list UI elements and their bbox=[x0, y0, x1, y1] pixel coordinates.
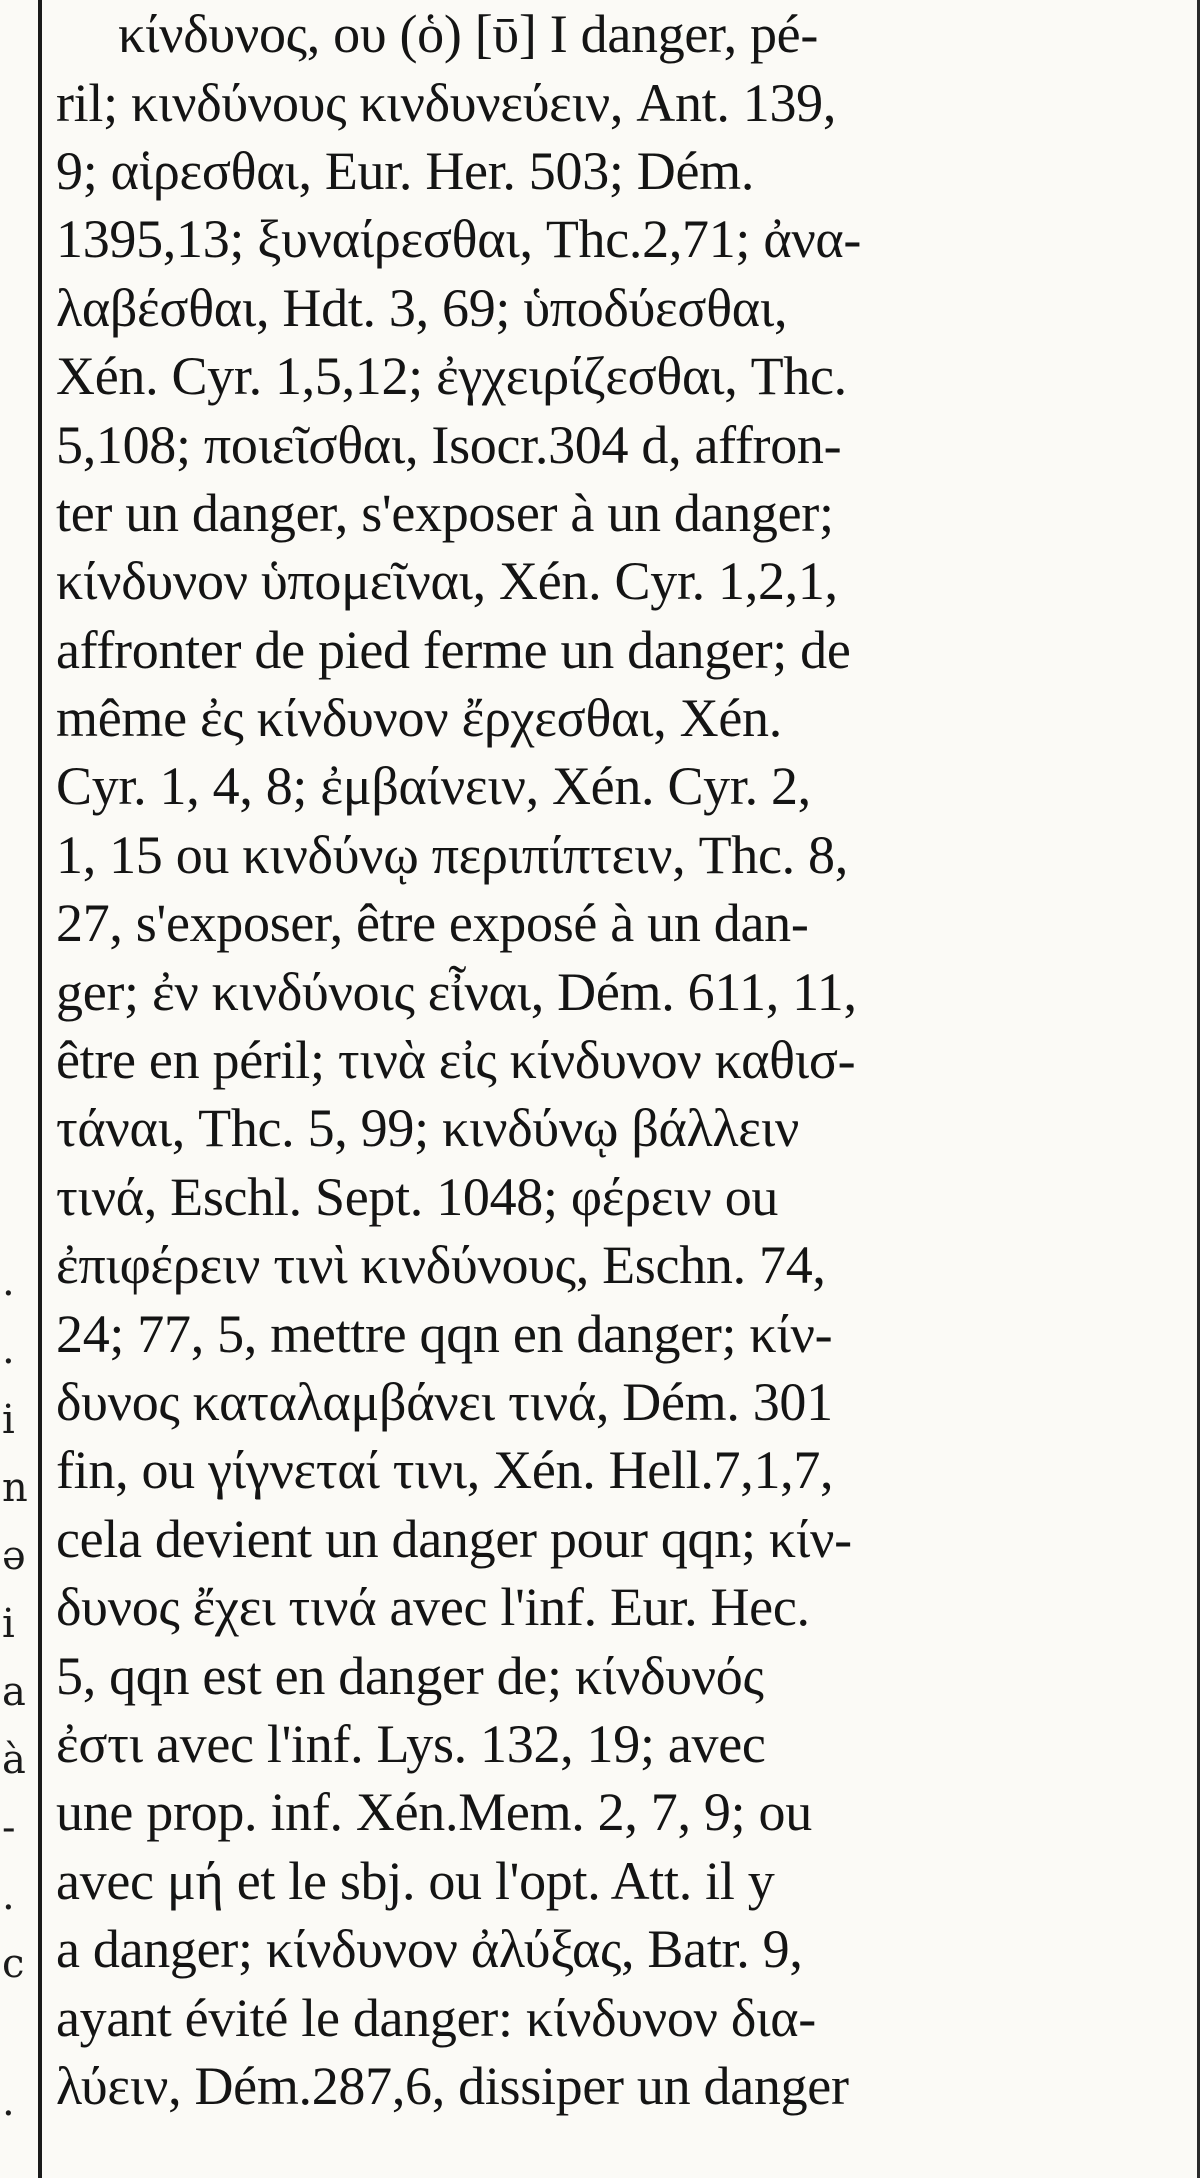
entry-line bbox=[56, 342, 1184, 410]
entry-line bbox=[56, 1163, 1184, 1231]
entry-line bbox=[56, 752, 1184, 820]
left-column-char: . bbox=[2, 1327, 15, 1373]
entry-line-text: cela devient un danger pour qqn; κίν- bbox=[56, 1508, 852, 1569]
entry-line-text: 1, 15 ou κινδύνῳ περιπίπτειν, Thc. 8, bbox=[56, 824, 848, 885]
entry-line bbox=[56, 1436, 1184, 1504]
entry-line-text: avec μή et le sbj. ou l'opt. Att. il y bbox=[56, 1850, 775, 1911]
entry-line bbox=[56, 1573, 1184, 1641]
entry-line-text: Xén. Cyr. 1,5,12; ἐγχειρίζεσθαι, Thc. bbox=[56, 346, 847, 407]
entry-line bbox=[56, 479, 1184, 547]
entry-line bbox=[56, 68, 1184, 136]
entry-line bbox=[56, 684, 1184, 752]
entry-line bbox=[56, 1231, 1184, 1299]
left-column-char: n bbox=[2, 1465, 28, 1511]
entry-line-text: δυνος καταλαμβάνει τινά, Dém. 301 bbox=[56, 1372, 833, 1432]
entry-line-text: ril; κινδύνους κινδυνεύειν, Ant. 139, bbox=[56, 72, 837, 133]
left-column-char: i bbox=[2, 1601, 15, 1647]
entry-line-text: ter un danger, s'exposer à un danger; bbox=[56, 482, 834, 543]
entry-line bbox=[56, 957, 1184, 1025]
entry-line-text: 5, qqn est en danger de; κίνδυνός bbox=[56, 1645, 764, 1706]
entry-line bbox=[56, 1983, 1184, 2051]
entry-line-text: 9; αἱρεσθαι, Eur. Her. 503; Dém. bbox=[56, 140, 755, 201]
entry-line-text: a danger; κίνδυνον ἀλύξας, Batr. 9, bbox=[56, 1919, 803, 1980]
entry-line-text: λαβέσθαι, Hdt. 3, 69; ὑποδύεσθαι, bbox=[56, 277, 788, 338]
entry-line-text: ἐπιφέρειν τινὶ κινδύνους, Eschn. 74, bbox=[56, 1235, 826, 1296]
entry-line-text: 24; 77, 5, mettre qqn en danger; κίν- bbox=[56, 1303, 833, 1364]
entry-line bbox=[56, 1847, 1184, 1915]
entry-line bbox=[56, 410, 1184, 478]
entry-line-text: fin, ou γίγνεταί τινι, Xén. Hell.7,1,7, bbox=[56, 1440, 834, 1501]
entry-line bbox=[56, 0, 1184, 68]
entry-line-text: 5,108; ποιεῖσθαι, Isocr.304 d, affron- bbox=[56, 414, 842, 475]
entry-headword-line: κίνδυνος, ου (ὁ) [ῡ] I danger, pé- bbox=[118, 4, 819, 65]
entry-line bbox=[56, 1778, 1184, 1846]
entry-line bbox=[56, 616, 1184, 684]
left-column-char: . bbox=[2, 1873, 15, 1919]
entry-line bbox=[56, 1641, 1184, 1709]
entry-line-text: même ἐς κίνδυνον ἔρχεσθαι, Xén. bbox=[56, 688, 782, 749]
entry-line bbox=[56, 1710, 1184, 1778]
entry-line-text: λύειν, Dém.287,6, dissiper un danger bbox=[56, 2055, 849, 2116]
entry-line-text: une prop. inf. Xén.Mem. 2, 7, 9; ou bbox=[56, 1782, 812, 1843]
entry-line bbox=[56, 1505, 1184, 1573]
entry-line-text: 1395,13; ξυναίρεσθαι, Thc.2,71; ἀνα- bbox=[56, 209, 862, 270]
dictionary-entry-kindynos bbox=[56, 0, 1184, 2120]
entry-line-text: ger; ἐν κινδύνοις εἶναι, Dém. 611, 11, bbox=[56, 961, 857, 1022]
entry-line bbox=[56, 547, 1184, 615]
entry-line-text: ayant évité le danger: κίνδυνον δια- bbox=[56, 1987, 816, 2048]
left-column-char: à bbox=[2, 1737, 26, 1783]
entry-line-text: τάναι, Thc. 5, 99; κινδύνῳ βάλλειν bbox=[56, 1098, 800, 1159]
entry-line bbox=[56, 137, 1184, 205]
entry-line bbox=[56, 889, 1184, 957]
entry-line-text: affronter de pied ferme un danger; de bbox=[56, 619, 851, 680]
left-column-char: . bbox=[2, 1259, 15, 1305]
left-column-char: a bbox=[2, 1669, 26, 1715]
entry-line-text: δυνος ἔχει τινά avec l'inf. Eur. Hec. bbox=[56, 1577, 810, 1638]
left-column-char: i bbox=[2, 1397, 15, 1443]
entry-line-text: être en péril; τινὰ εἰς κίνδυνον καθισ- bbox=[56, 1030, 856, 1091]
entry-line bbox=[56, 1026, 1184, 1094]
entry-line bbox=[56, 1368, 1184, 1436]
entry-line-text: Cyr. 1, 4, 8; ἐμβαίνειν, Xén. Cyr. 2, bbox=[56, 756, 811, 817]
entry-line-text: κίνδυνον ὑπομεῖναι, Xén. Cyr. 1,2,1, bbox=[56, 551, 838, 612]
entry-line-text: 27, s'exposer, être exposé à un dan- bbox=[56, 893, 809, 954]
entry-line bbox=[56, 821, 1184, 889]
entry-line bbox=[56, 2052, 1184, 2120]
column-divider-left bbox=[38, 0, 42, 2178]
left-column-char: - bbox=[2, 1805, 16, 1851]
entry-line bbox=[56, 1094, 1184, 1162]
entry-line bbox=[56, 1299, 1184, 1367]
left-column-char: . bbox=[2, 2079, 15, 2125]
left-column-char: ə bbox=[2, 1533, 26, 1579]
entry-line bbox=[56, 1915, 1184, 1983]
entry-line-text: τινά, Eschl. Sept. 1048; φέρειν ou bbox=[56, 1166, 779, 1227]
left-column-char: c bbox=[2, 1941, 25, 1987]
entry-line bbox=[56, 205, 1184, 273]
entry-line bbox=[56, 274, 1184, 342]
entry-line-text: ἐστι avec l'inf. Lys. 132, 19; avec bbox=[56, 1713, 766, 1774]
left-column-fragment bbox=[0, 0, 34, 2178]
